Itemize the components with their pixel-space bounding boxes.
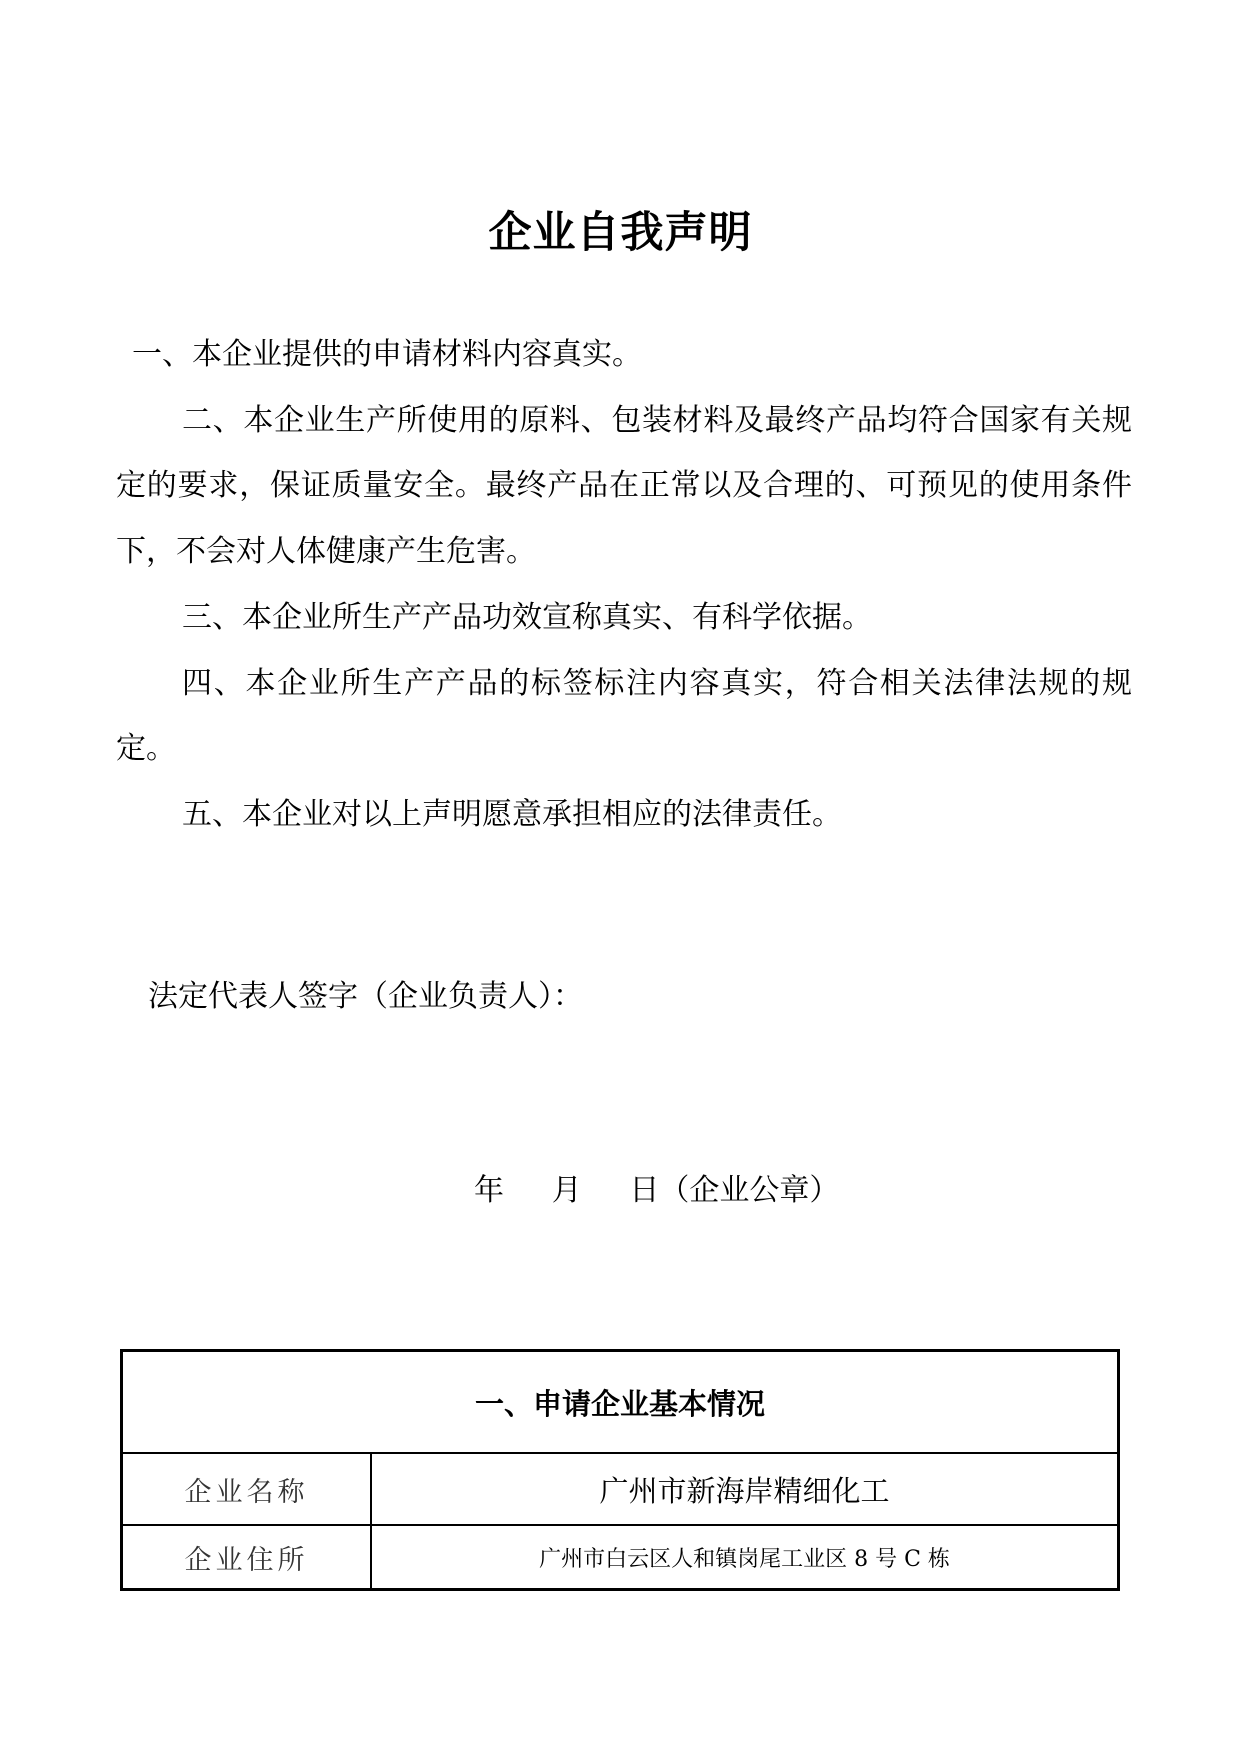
declaration-body xyxy=(116,322,1132,848)
seal-label: （企业公章） xyxy=(659,1173,840,1208)
table-header: 一、申请企业基本情况 xyxy=(123,1352,1117,1454)
company-address-label: 企业住所 xyxy=(123,1526,372,1588)
declaration-item-3: 三、本企业所生产产品功效宣称真实、有科学依据。 xyxy=(182,599,872,635)
company-info-table xyxy=(120,1349,1120,1591)
date-seal-line xyxy=(474,1169,839,1213)
table-row xyxy=(123,1526,1117,1588)
company-name-label: 企业名称 xyxy=(123,1454,372,1524)
declaration-item-1: 一、本企业提供的申请材料内容真实。 xyxy=(132,337,642,372)
declaration-item-5: 五、本企业对以上声明愿意承担相应的法律责任。 xyxy=(182,796,842,832)
page-title: 企业自我声明 xyxy=(488,208,753,258)
company-name-value: 广州市新海岸精细化工 xyxy=(599,1473,890,1508)
date-year: 年 xyxy=(474,1173,504,1208)
declaration-item-4: 四、本企业所生产产品的标签标注内容真实，符合相关法律法规的规定。 xyxy=(116,665,1132,767)
date-day: 日 xyxy=(629,1173,660,1208)
signature-label: 法定代表人签字（企业负责人）： xyxy=(148,979,583,1014)
date-month: 月 xyxy=(551,1173,582,1208)
declaration-item-2: 二、本企业生产所使用的原料、包装材料及最终产品均符合国家有关规定的要求，保证质量安全。最终产品在正常以及合理的、可预见的使用条件下，不会对人体健康产生危害。 xyxy=(116,402,1132,570)
table-row xyxy=(123,1454,1117,1526)
company-address-value: 广州市白云区人和镇岗尾工业区 8 号 C 栋 xyxy=(539,1546,950,1572)
